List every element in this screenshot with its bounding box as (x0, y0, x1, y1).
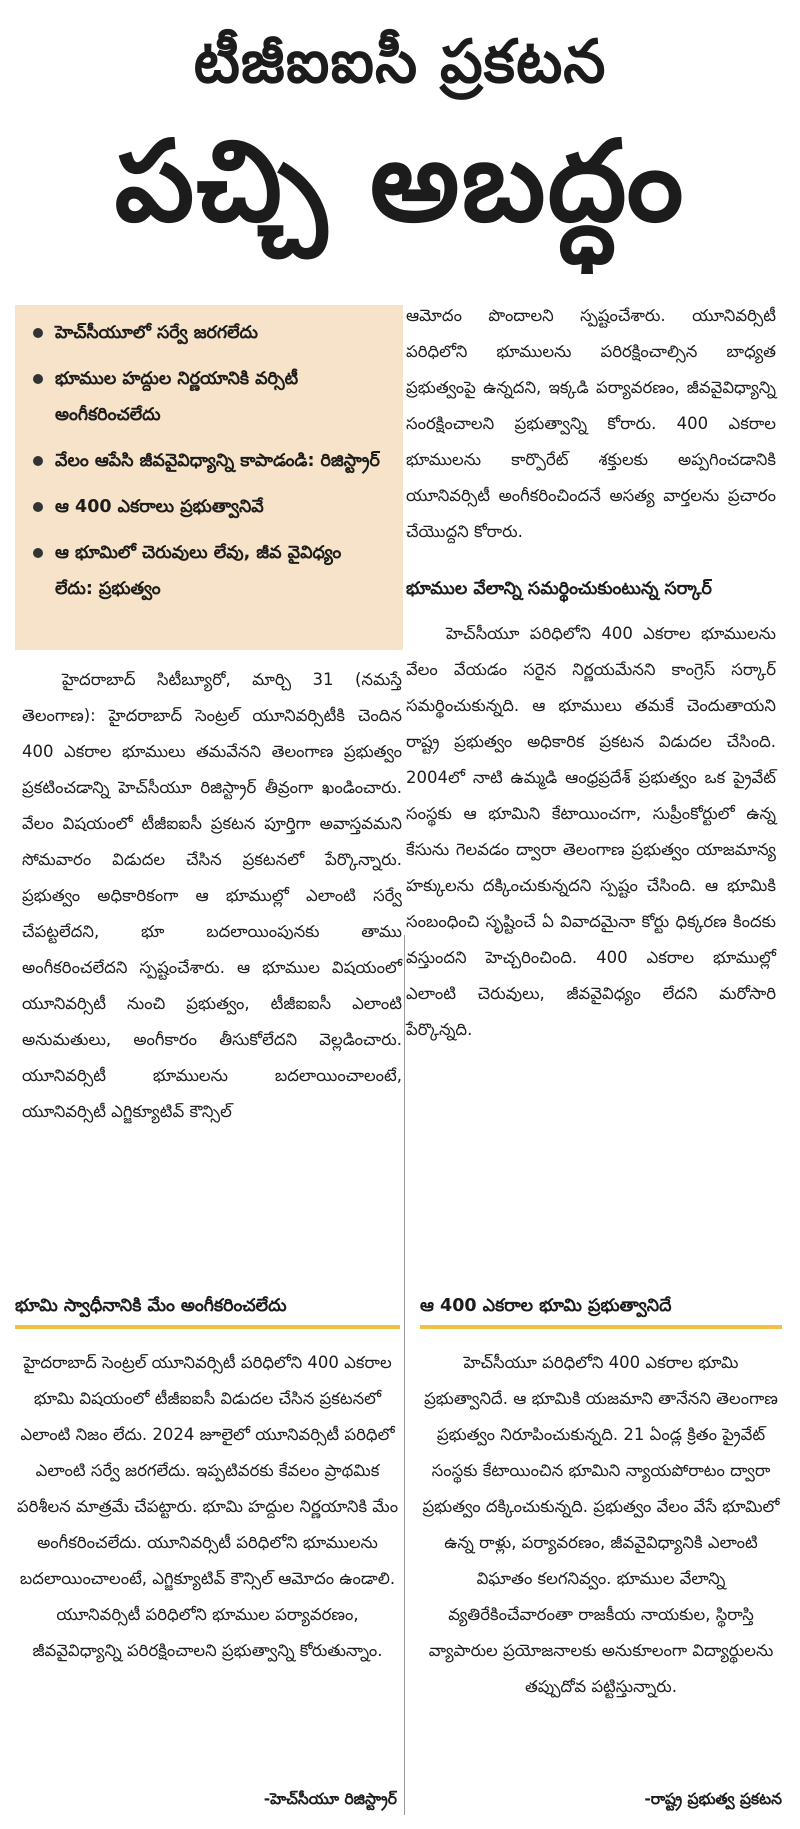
article-column-left (22, 662, 402, 1130)
article-subheading: భూముల వేలాన్ని సమర్థించుకుంటున్న సర్కార్ (406, 579, 712, 599)
headline-line-1: టీజీఐఐసీ ప్రకటన (193, 27, 607, 97)
box-right-body: హెచ్‌సీయూ పరిధిలోని 400 ఎకరాల భూమి ప్రభుత్వానిదే. ఆ భూమికి యజమాని తానేనని తెలంగాణ ప్రభుత్వం నిరూపించుకున్నది. 21 ఏండ్ల క్రితం ప్రైవేట్ సంస్థకు కేటాయించిన భూమిని న్యాయపోరాటం ద్వారా ప్రభుత్వం దక్కించుకున్నది. ప్రభుత్వం వేలం వేసే భూమిలో ఉన్న రాళ్లు, పర్యావరణం, జీవవైవిధ్యానికి ఎలాంటి విఘాతం కలగనివ్వం. భూముల వేలాన్ని వ్యతిరేకించేవారంతా రాజకీయ నాయకుల, స్థిరాస్తి వ్యాపారుల ప్రయోజనాలకు అనుకూలంగా విద్యార్థులను తప్పుదోవ పట్టిస్తున్నారు. (422, 1353, 780, 1696)
bullet-icon (33, 456, 43, 466)
highlight-text: ఆ 400 ఎకరాలు ప్రభుత్వానివే (55, 497, 264, 517)
highlight-item (33, 489, 385, 525)
highlights-box (15, 305, 403, 650)
article-column-right (406, 298, 776, 1048)
article-paragraph-1: హైదరాబాద్ సిటీబ్యూరో, మార్చి 31 (నమస్తే తెలంగాణ): హైదరాబాద్ సెంట్రల్ యూనివర్సిటీకి చెందిన 400 ఎకరాల భూములు తమవేనని తెలంగాణ ప్రభుత్వం ప్రకటించడాన్ని హెచ్‌సీయూ రిజిస్ట్రార్ తీవ్రంగా ఖండించారు. వేలం విషయంలో టీజీఐఐసీ ప్రకటన పూర్తిగా అవాస్తవమని సోమవారం విడుదల చేసిన ప్రకటనలో పేర్కొన్నారు. ప్రభుత్వం అధికారికంగా ఆ భూముల్లో ఎలాంటి సర్వే చేపట్టలేదని, భూ బదలాయింపునకు తాము అంగీకరించలేదని స్పష్టంచేశారు. ఆ భూముల విషయంలో యూనివర్సిటీ నుంచి ప్రభుత్వం, టీజీఐఐసీ ఎలాంటి అనుమతులు, అంగీకారం తీసుకోలేదని వెల్లడించారు. యూనివర్సిటీ భూములను బదలాయించాలంటే, యూనివర్సిటీ ఎగ్జిక్యూటివ్ కౌన్సిల్ (22, 670, 402, 1121)
box-left-body: హైదరాబాద్ సెంట్రల్ యూనివర్సిటీ పరిధిలోని 400 ఎకరాల భూమి విషయంలో టీజీఐఐసీ విడుదల చేసిన ప్రకటనలో ఎలాంటి నిజం లేదు. 2024 జూలైలో యూనివర్సిటీ పరిధిలో ఎలాంటి సర్వే జరగలేదు. ఇప్పటివరకు కేవలం ప్రాథమిక పరిశీలన మాత్రమే చేపట్టారు. భూమి హద్దుల నిర్ణయానికి మేం అంగీకరించలేదు. యూనివర్సిటీ పరిధిలోని భూములను బదలాయించాలంటే, ఎగ్జిక్యూటివ్ కౌన్సిల్ ఆమోదం ఉండాలి. యూనివర్సిటీ పరిధిలోని భూముల పర్యావరణం, జీవవైవిధ్యాన్ని పరిరక్షించాలని ప్రభుత్వాన్ని కోరుతున్నాం. (16, 1353, 399, 1660)
headline (0, 0, 800, 295)
article-paragraph-3: హెచ్‌సీయూ పరిధిలోని 400 ఎకరాల భూములను వేలం వేయడం సరైన నిర్ణయమేనని కాంగ్రెస్ సర్కార్ సమర్థించుకున్నది. ఆ భూములు తమకే చెందుతాయని రాష్ట్ర ప్రభుత్వం అధికారిక ప్రకటన విడుదల చేసింది. 2004లో నాటి ఉమ్మడి ఆంధ్రప్రదేశ్ ప్రభుత్వం ఒక ప్రైవేట్ సంస్థకు ఆ భూమిని కేటాయించగా, సుప్రీంకోర్టులో ఉన్న కేసును గెలవడం ద్వారా తెలంగాణ ప్రభుత్వం యాజమాన్య హక్కులను దక్కించుకున్నదని స్పష్టం చేసింది. ఆ భూమికి సంబంధించి సృష్టించే ఏ వివాదమైనా కోర్టు ధిక్కరణ కిందకు వస్తుందని హెచ్చరించింది. 400 ఎకరాల భూముల్లో ఎలాంటి చెరువులు, జీవవైవిధ్యం లేదని మరోసారి పేర్కొన్నది. (406, 624, 776, 1039)
highlight-text: వేలం ఆపేసి జీవవైవిధ్యాన్ని కాపాడండి: రిజిస్ట్రార్ (55, 451, 380, 471)
highlight-item (33, 315, 385, 351)
highlight-text: హెచ్‌సీయూలో సర్వే జరగలేదు (55, 323, 258, 343)
box-left-title: భూమి స్వాధీనానికి మేం అంగీకరించలేదు (15, 1296, 287, 1316)
box-right-rule (420, 1325, 782, 1329)
box-left-rule (15, 1325, 400, 1329)
bullet-icon (33, 548, 43, 558)
box-right-signature: -రాష్ట్ర ప్రభుత్వ ప్రకటన (644, 1790, 782, 1808)
bullet-icon (33, 374, 43, 384)
highlight-item (33, 361, 385, 433)
highlight-text: ఆ భూమిలో చెరువులు లేవు, జీవ వైవిధ్యం లేదు: ప్రభుత్వం (55, 543, 342, 599)
highlight-item (33, 535, 385, 607)
box-left-signature: -హెచ్‌సీయూ రిజిస్ట్రార్ (263, 1790, 397, 1808)
column-divider (404, 935, 405, 1815)
highlight-item (33, 443, 385, 479)
bullet-icon (33, 328, 43, 338)
headline-line-2: పచ్చి అబద్ధం (114, 117, 686, 247)
bullet-icon (33, 502, 43, 512)
article-paragraph-2: ఆమోదం పొందాలని స్పష్టంచేశారు. యూనివర్సిటీ పరిధిలోని భూములను పరిరక్షించాల్సిన బాధ్యత ప్రభుత్వంపై ఉన్నదని, ఇక్కడి పర్యావరణం, జీవవైవిధ్యాన్ని సంరక్షించాలని ప్రభుత్వాన్ని కోరారు. 400 ఎకరాల భూములను కార్పొరేట్ శక్తులకు అప్పగించడానికి యూనివర్సిటీ అంగీకరించిందనే అసత్య వార్తలను ప్రచారం చేయొద్దని కోరారు. (406, 306, 776, 541)
highlight-text: భూముల హద్దుల నిర్ణయానికి వర్సిటీ అంగీకరించలేదు (55, 369, 299, 425)
box-right-title: ఆ 400 ఎకరాల భూమి ప్రభుత్వానిదే (420, 1296, 672, 1316)
